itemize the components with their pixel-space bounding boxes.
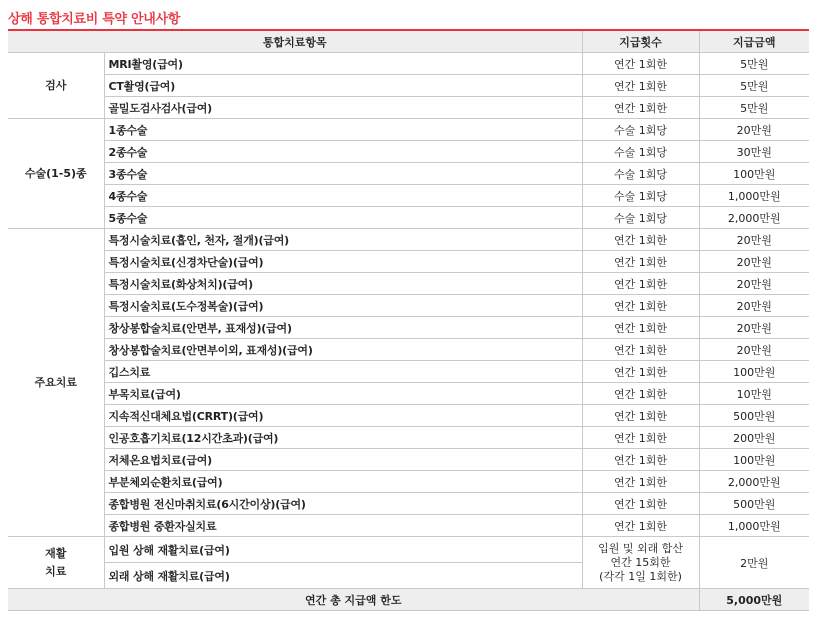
total-label: 연간 총 지급액 한도 xyxy=(8,589,699,611)
item-cell: 골밀도검사검사(급여) xyxy=(104,97,582,119)
page-title: 상해 통합치료비 특약 안내사항 xyxy=(8,12,181,27)
count-cell: 연간 1회한 xyxy=(582,317,699,339)
amount-cell: 5만원 xyxy=(699,97,809,119)
item-cell: 부목치료(급여) xyxy=(104,383,582,405)
header-amount: 지급금액 xyxy=(699,31,809,53)
count-cell: 연간 1회한 xyxy=(582,295,699,317)
table-row xyxy=(8,383,809,405)
item-cell: 창상봉합술치료(안면부, 표재성)(급여) xyxy=(104,317,582,339)
item-cell: 3종수술 xyxy=(104,163,582,185)
count-cell: 연간 1회한 xyxy=(582,361,699,383)
total-row xyxy=(8,589,809,611)
count-cell: 연간 1회한 xyxy=(582,75,699,97)
header-count: 지급횟수 xyxy=(582,31,699,53)
item-cell: 입원 상해 재활치료(급여) xyxy=(104,537,582,563)
amount-cell: 20만원 xyxy=(699,317,809,339)
rehab-count-cell xyxy=(582,537,699,589)
rehab-count-line1: 입원 및 외래 합산 xyxy=(598,541,683,555)
header-item: 통합치료항목 xyxy=(8,31,582,53)
amount-cell: 200만원 xyxy=(699,427,809,449)
count-cell: 연간 1회한 xyxy=(582,427,699,449)
amount-cell: 1,000만원 xyxy=(699,185,809,207)
amount-cell: 500만원 xyxy=(699,405,809,427)
table-row xyxy=(8,97,809,119)
table-row xyxy=(8,207,809,229)
amount-cell: 20만원 xyxy=(699,273,809,295)
table-row xyxy=(8,427,809,449)
count-cell: 연간 1회한 xyxy=(582,405,699,427)
amount-cell: 5만원 xyxy=(699,75,809,97)
count-cell: 연간 1회한 xyxy=(582,339,699,361)
amount-cell: 20만원 xyxy=(699,229,809,251)
total-amount: 5,000만원 xyxy=(699,589,809,611)
item-cell: 저체온요법치료(급여) xyxy=(104,449,582,471)
amount-cell: 2,000만원 xyxy=(699,207,809,229)
table-header-row xyxy=(8,31,809,53)
amount-cell: 30만원 xyxy=(699,141,809,163)
table-row xyxy=(8,185,809,207)
count-cell: 수술 1회당 xyxy=(582,141,699,163)
amount-cell: 100만원 xyxy=(699,449,809,471)
count-cell: 연간 1회한 xyxy=(582,97,699,119)
count-cell: 연간 1회한 xyxy=(582,229,699,251)
item-cell: 특정시술치료(도수정복술)(급여) xyxy=(104,295,582,317)
item-cell: 부분체외순환치료(급여) xyxy=(104,471,582,493)
item-cell: 1종수술 xyxy=(104,119,582,141)
category-rehab xyxy=(8,537,104,589)
table-row xyxy=(8,405,809,427)
count-cell: 연간 1회한 xyxy=(582,449,699,471)
item-cell: 종합병원 전신마취치료(6시간이상)(급여) xyxy=(104,493,582,515)
table-row xyxy=(8,119,809,141)
item-cell: 5종수술 xyxy=(104,207,582,229)
table-row xyxy=(8,295,809,317)
count-cell: 연간 1회한 xyxy=(582,53,699,75)
amount-cell: 100만원 xyxy=(699,163,809,185)
category-exam: 검사 xyxy=(8,53,104,119)
table-row xyxy=(8,471,809,493)
item-cell: 외래 상해 재활치료(급여) xyxy=(104,563,582,589)
item-cell: 특정시술치료(신경차단술)(급여) xyxy=(104,251,582,273)
count-cell: 연간 1회한 xyxy=(582,515,699,537)
table-row xyxy=(8,449,809,471)
count-cell: 연간 1회한 xyxy=(582,251,699,273)
table-row xyxy=(8,251,809,273)
item-cell: 4종수술 xyxy=(104,185,582,207)
table-row xyxy=(8,53,809,75)
item-cell: 2종수술 xyxy=(104,141,582,163)
count-cell: 수술 1회당 xyxy=(582,185,699,207)
category-surgery: 수술(1-5)종 xyxy=(8,119,104,229)
item-cell: MRI촬영(급여) xyxy=(104,53,582,75)
table-row xyxy=(8,273,809,295)
table-row xyxy=(8,493,809,515)
count-cell: 연간 1회한 xyxy=(582,493,699,515)
count-cell: 수술 1회당 xyxy=(582,207,699,229)
count-cell: 수술 1회당 xyxy=(582,163,699,185)
count-cell: 연간 1회한 xyxy=(582,273,699,295)
item-cell: 창상봉합술치료(안면부이외, 표재성)(급여) xyxy=(104,339,582,361)
table-row xyxy=(8,515,809,537)
count-cell: 연간 1회한 xyxy=(582,383,699,405)
benefit-table xyxy=(8,31,809,611)
table-row xyxy=(8,229,809,251)
item-cell: 종합병원 중환자실치료 xyxy=(104,515,582,537)
amount-cell: 20만원 xyxy=(699,295,809,317)
item-cell: 인공호흡기치료(12시간초과)(급여) xyxy=(104,427,582,449)
category-main: 주요치료 xyxy=(8,229,104,537)
table-row xyxy=(8,163,809,185)
amount-cell: 500만원 xyxy=(699,493,809,515)
category-rehab-line1: 재활 xyxy=(45,546,67,560)
amount-cell: 100만원 xyxy=(699,361,809,383)
item-cell: CT촬영(급여) xyxy=(104,75,582,97)
amount-cell: 10만원 xyxy=(699,383,809,405)
table-row xyxy=(8,339,809,361)
table-row xyxy=(8,75,809,97)
item-cell: 깁스치료 xyxy=(104,361,582,383)
rehab-amount-cell: 2만원 xyxy=(699,537,809,589)
table-row xyxy=(8,361,809,383)
amount-cell: 20만원 xyxy=(699,119,809,141)
item-cell: 특정시술치료(흡인, 천자, 절개)(급여) xyxy=(104,229,582,251)
item-cell: 특정시술치료(화상처치)(급여) xyxy=(104,273,582,295)
count-cell: 수술 1회당 xyxy=(582,119,699,141)
amount-cell: 2,000만원 xyxy=(699,471,809,493)
category-rehab-line2: 치료 xyxy=(45,564,67,578)
table-row xyxy=(8,537,809,563)
amount-cell: 1,000만원 xyxy=(699,515,809,537)
rehab-count-line2: 연간 15회한 xyxy=(610,555,671,569)
amount-cell: 20만원 xyxy=(699,339,809,361)
amount-cell: 20만원 xyxy=(699,251,809,273)
item-cell: 지속적신대체요법(CRRT)(급여) xyxy=(104,405,582,427)
rehab-count-line3: (각각 1일 1회한) xyxy=(599,569,682,583)
amount-cell: 5만원 xyxy=(699,53,809,75)
count-cell: 연간 1회한 xyxy=(582,471,699,493)
table-row xyxy=(8,141,809,163)
table-row xyxy=(8,317,809,339)
